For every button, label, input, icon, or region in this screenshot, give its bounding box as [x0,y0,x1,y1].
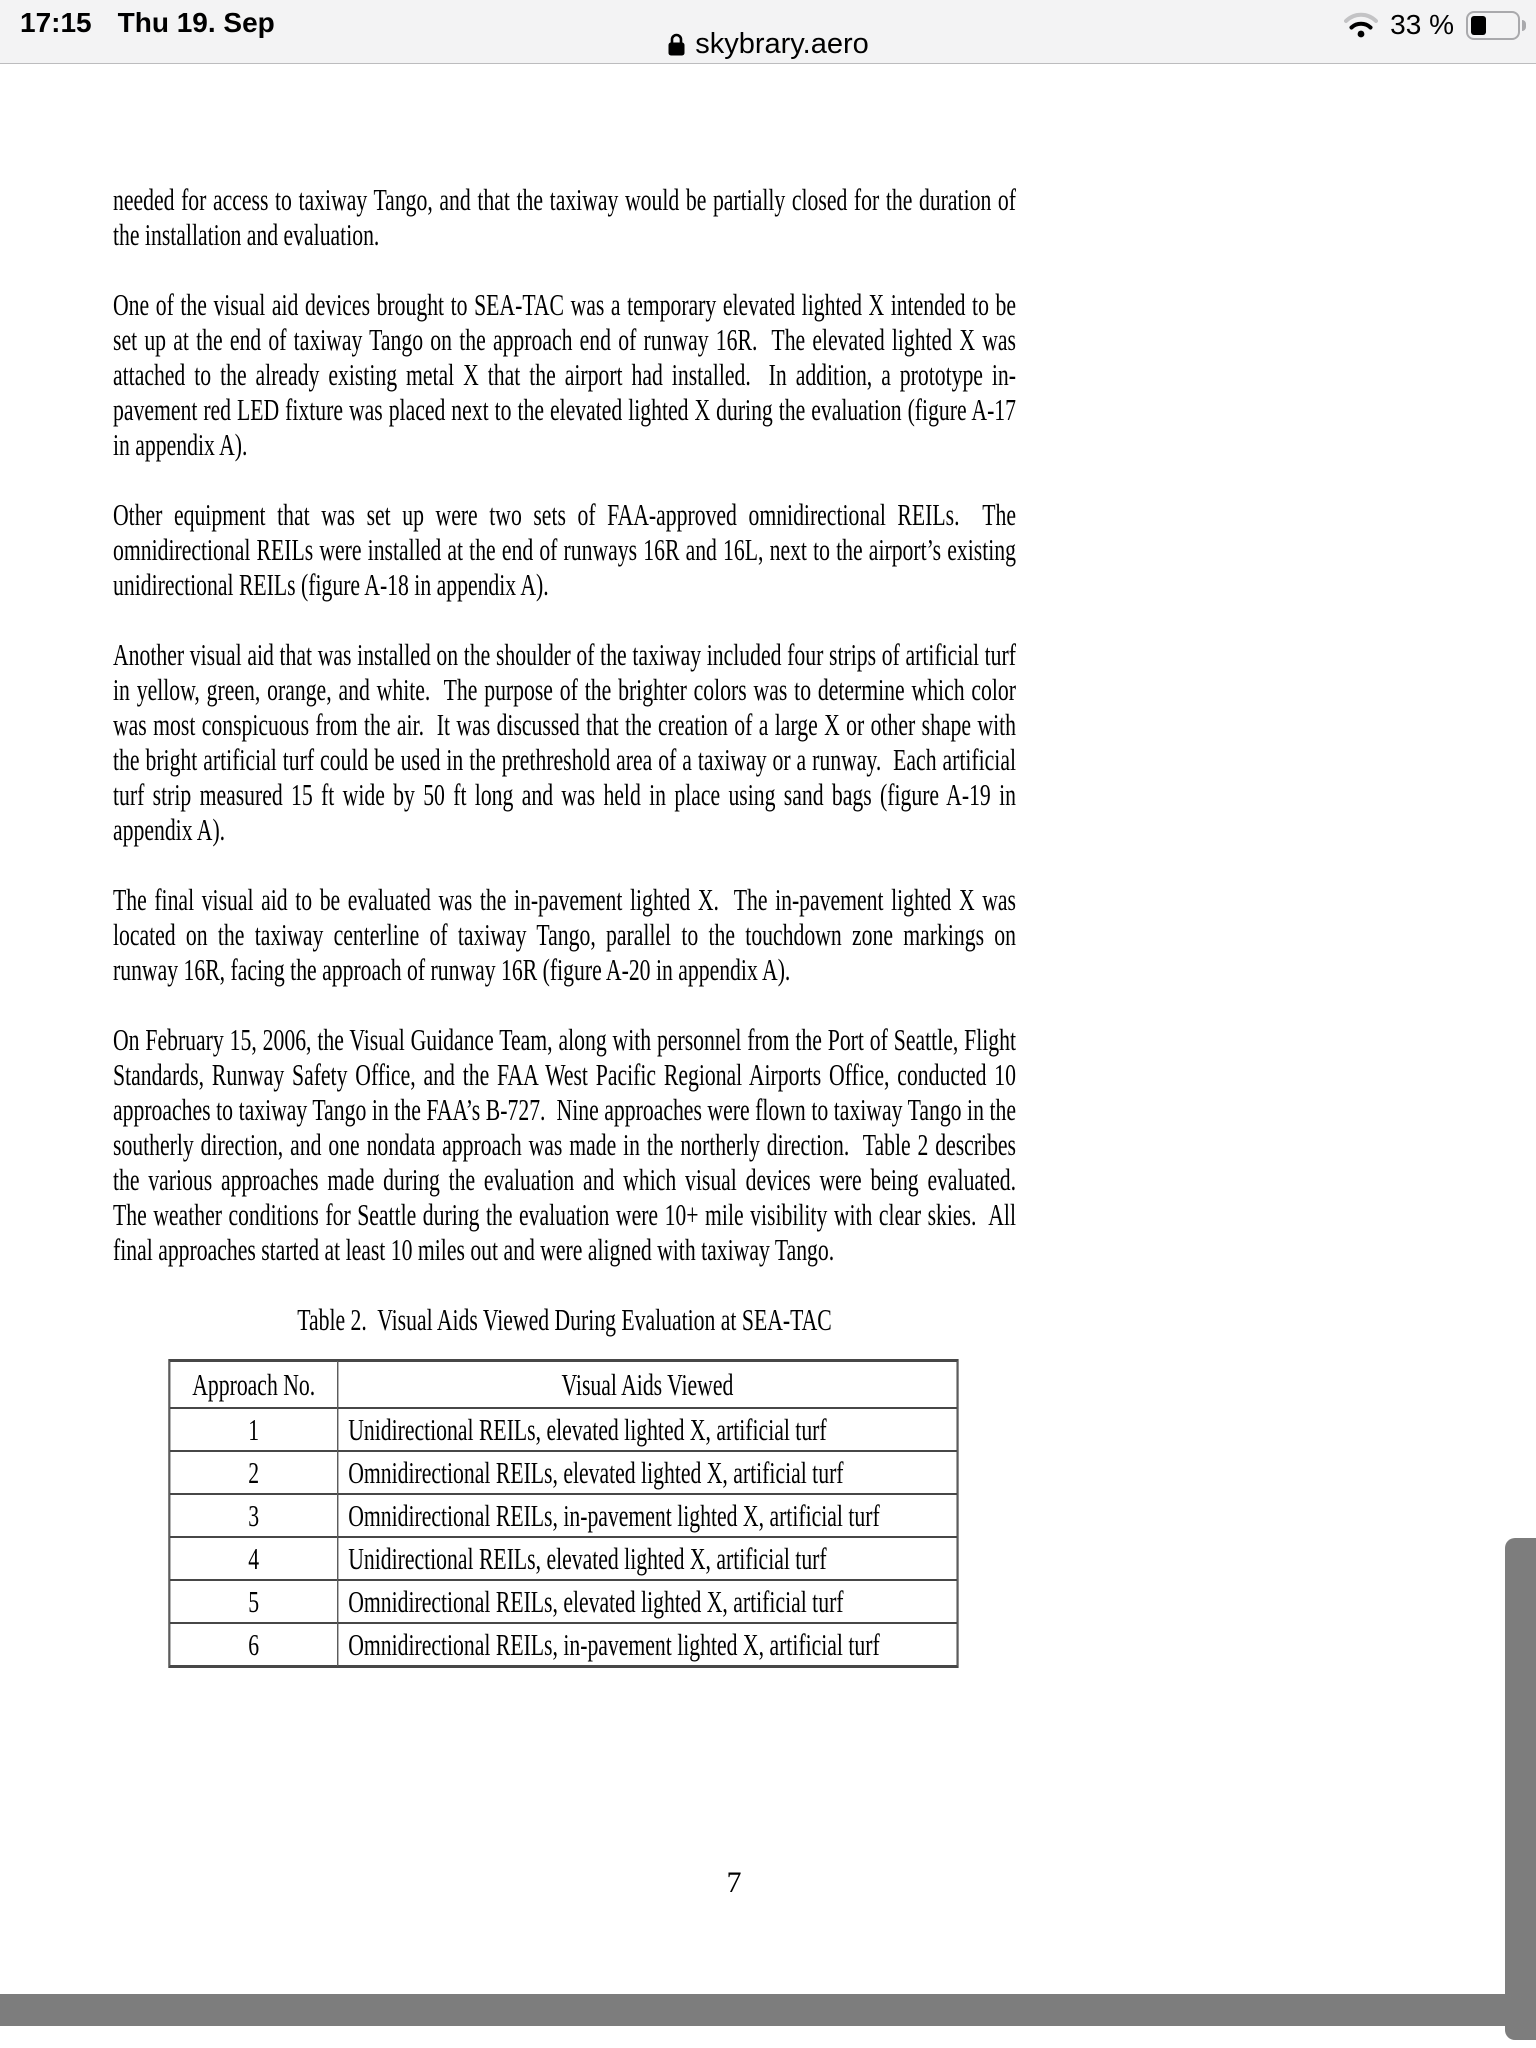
approach-no: 1 [170,1408,338,1451]
approach-no: 6 [170,1623,338,1666]
table-row [170,1623,958,1666]
page-number: 7 [726,1866,742,1899]
approach-no: 5 [170,1580,338,1623]
table-row [170,1537,958,1580]
header-approach-no: Approach No. [170,1361,338,1408]
table-row [170,1580,958,1623]
visual-aids: Omnidirectional REILs, in-pavement lighted X, artificial turf [338,1623,958,1666]
status-date: Thu 19. Sep [117,7,275,38]
pdf-page-gap [0,1994,1536,2026]
table-row [170,1494,958,1537]
table-caption: Table 2. Visual Aids Viewed During Evaluation at SEA-TAC [297,1302,832,1337]
scrollbar[interactable] [1505,1538,1536,2040]
url-domain: skybrary.aero [695,27,869,60]
paragraph: Another visual aid that was installed on the shoulder of the taxiway included four strips of artificial turf in yellow, green, orange, and white. The purpose of the brighter colors was to determine which color was most conspicuous from the air. It was discussed that the creation of a large X or other shape with the bright artificial turf could be used in the prethreshold area of a taxiway or a runway. Each artificial turf strip measured 15 ft wide by 50 ft long and was held in place using sand bags (figure A-19 in appendix A). [113,637,1022,847]
approach-no: 4 [170,1537,338,1580]
visual-aids: Unidirectional REILs, elevated lighted X, artificial turf [338,1408,958,1451]
paragraph: needed for access to taxiway Tango, and that the taxiway would be partially closed for the duration of the installation and evaluation. [113,182,1022,252]
lock-icon [667,32,686,57]
battery-percent: 33 % [1390,9,1454,40]
table-row [170,1451,958,1494]
table-header-row [170,1361,958,1408]
approach-no: 3 [170,1494,338,1537]
paragraph: Other equipment that was set up were two sets of FAA-approved omnidirectional REILs. The omnidirectional REILs were installed at the end of runways 16R and 16L, next to the airport’s existing unidirectional REILs (figure A-18 in appendix A). [113,497,1022,602]
paragraph: One of the visual aid devices brought to SEA-TAC was a temporary elevated lighted X intended to be set up at the end of taxiway Tango on the approach end of runway 16R. The elevated lighted X was attached to the already existing metal X that the airport had installed. In addition, a prototype in-pavement red LED fixture was placed next to the elevated lighted X during the evaluation (figure A-17 in appendix A). [113,287,1022,462]
table-row [170,1408,958,1451]
visual-aids: Unidirectional REILs, elevated lighted X, artificial turf [338,1537,958,1580]
status-time: 17:15 [20,7,92,38]
header-visual-aids: Visual Aids Viewed [338,1361,958,1408]
url-bar[interactable] [0,28,1536,60]
document-text-column [113,182,1027,1668]
visual-aids: Omnidirectional REILs, elevated lighted X, artificial turf [338,1451,958,1494]
approach-no: 2 [170,1451,338,1494]
visual-aids: Omnidirectional REILs, in-pavement lighted X, artificial turf [338,1494,958,1537]
visual-aids-table [168,1359,958,1668]
paragraph: On February 15, 2006, the Visual Guidance Team, along with personnel from the Port of Seattle, Flight Standards, Runway Safety Office, and the FAA West Pacific Regional Airports Office, conducted 10 approaches to taxiway Tango in the FAA’s B-727. Nine approaches were flown to taxiway Tango in the southerly direction, and one nondata approach was made in the northerly direction. Table 2 describes the various approaches made during the evaluation and which visual devices were being evaluated. The weather conditions for Seattle during the evaluation were 10+ mile visibility with clear skies. All final approaches started at least 10 miles out and were aligned with taxiway Tango. [113,1022,1027,1267]
visual-aids: Omnidirectional REILs, elevated lighted X, artificial turf [338,1580,958,1623]
browser-chrome [0,0,1536,64]
paragraph: The final visual aid to be evaluated was the in-pavement lighted X. The in-pavement lighted X was located on the taxiway centerline of taxiway Tango, parallel to the touchdown zone markings on runway 16R, facing the approach of runway 16R (figure A-20 in appendix A). [113,882,1022,987]
